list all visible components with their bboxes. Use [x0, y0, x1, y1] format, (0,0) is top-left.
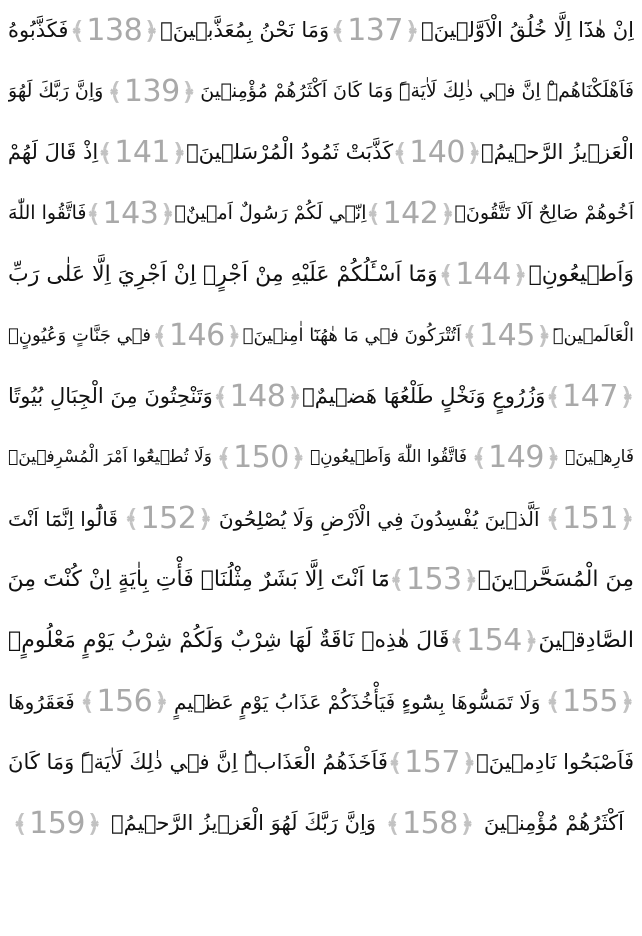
verse-number-marker-156: [80, 683, 169, 719]
verse-text: وَلَا تَمَسُّوهَا بِسُٓوءٍ فَيَأْخُذَكُمْ عَذَابُ يَوْمٍ عَظ۪يمٍ: [173, 689, 541, 714]
verse-number: 158: [402, 805, 458, 841]
verse-text: كَذَّبَتْ ثَمُودُ الْمُرْسَل۪ينَۚ: [186, 140, 394, 164]
verse-number: 146: [168, 317, 225, 353]
text-line-8: [8, 427, 634, 488]
marker-bracket-icon: ﴾: [331, 16, 346, 45]
marker-bracket-icon: ﴾: [546, 382, 561, 411]
verse-text: فَاتَّقُوا اللّٰهَ: [8, 202, 87, 224]
verse-text: الصَّادِق۪ينَ: [538, 627, 634, 653]
verse-number-marker-153: [389, 561, 478, 597]
marker-bracket-icon: ﴿: [440, 199, 455, 228]
verse-number-marker-150: [217, 439, 305, 475]
verse-number: 148: [229, 378, 286, 414]
verse-number-marker-158: [386, 805, 474, 841]
marker-bracket-icon: ﴿: [404, 16, 420, 45]
verse-text: اَخُوهُمْ صَالِحٌ اَلَا تَتَّقُونَۚ: [454, 202, 634, 224]
verse-text: الْعَز۪يزُ الرَّح۪يمُ۟: [481, 140, 634, 164]
verse-text: فَكَذَّبُوهُ: [8, 18, 69, 42]
marker-bracket-icon: ﴾: [98, 138, 113, 167]
verse-number: 138: [86, 12, 143, 48]
verse-text: فَاَخَذَهُمُ الْعَذَابُۜ اِنَّ ف۪ي ذٰلِكَ لَاٰيَةًۜ وَمَا كَانَ: [8, 750, 388, 774]
marker-bracket-icon: ﴿: [226, 321, 241, 350]
text-line-3: [8, 122, 634, 183]
marker-bracket-icon: ﴾: [124, 504, 139, 533]
marker-bracket-icon: ﴿: [290, 443, 305, 472]
marker-bracket-icon: ﴾: [152, 321, 167, 350]
verse-text: اَكْثَرُهُمْ مُؤْمِن۪ينَ: [483, 811, 624, 835]
marker-bracket-icon: ﴾: [386, 809, 401, 838]
verse-text: مَٓا اَنْتَ اِلَّا بَشَرٌ مِثْلُنَاۚ فَأْتِ بِاٰيَةٍ اِنْ كُنْتَ مِنَ: [8, 566, 390, 592]
verse-number-marker-155: [546, 683, 634, 719]
verse-number: 140: [409, 134, 465, 170]
verse-text: فَعَقَرُوهَا: [8, 689, 75, 714]
verse-number-marker-145: [462, 317, 551, 353]
verse-text: اِنّ۪ي لَكُمْ رَسُولٌ اَم۪ينٌۙ: [174, 202, 367, 224]
verse-text: فَاَهْلَكْنَاهُمْۜ اِنَّ ف۪ي ذٰلِكَ لَاٰيَةًۜ وَمَا كَانَ اَكْثَرُهُمْ مُؤْمِن۪ينَ: [200, 80, 634, 102]
verse-number-marker-137: [331, 12, 420, 48]
marker-bracket-icon: ﴿: [512, 260, 528, 289]
verse-number: 149: [488, 439, 544, 475]
marker-bracket-icon: ﴿: [619, 382, 634, 411]
verse-text: وَاَط۪يعُونِۚ: [528, 261, 634, 287]
verse-number-marker-142: [366, 195, 455, 231]
marker-bracket-icon: ﴿: [172, 138, 187, 167]
verse-number-marker-144: [439, 256, 528, 292]
verse-text: الْعَالَم۪ينَۜ: [552, 324, 634, 346]
verse-text: فَاَصْبَحُوا نَادِم۪ينَۙ: [476, 750, 634, 774]
verse-number: 159: [29, 805, 85, 841]
text-line-4: [8, 183, 634, 244]
verse-text: وَاِنَّ رَبَّكَ لَهُوَ الْعَز۪يزُ الرَّح۪يمُ۟: [111, 811, 377, 835]
marker-bracket-icon: ﴾: [439, 260, 454, 289]
verse-text: اَلَّذ۪ينَ يُفْسِدُونَ فِي الْاَرْضِ وَلَا يُصْلِحُونَ: [218, 506, 540, 531]
marker-bracket-icon: ﴾: [213, 382, 228, 411]
verse-text: وَاِنَّ رَبَّكَ لَهُوَ: [8, 80, 104, 102]
marker-bracket-icon: ﴾: [86, 199, 101, 228]
marker-bracket-icon: ﴿: [545, 443, 560, 472]
marker-bracket-icon: ﴾: [450, 626, 465, 655]
text-line-7: [8, 366, 634, 427]
marker-bracket-icon: ﴿: [154, 687, 169, 716]
marker-bracket-icon: ﴾: [546, 504, 561, 533]
verse-number-marker-138: [70, 12, 159, 48]
text-line-14: [8, 793, 634, 854]
verse-text: قَالَ هٰذِه۪ نَاقَةٌ لَهَا شِرْبٌ وَلَكُمْ شِرْبُ يَوْمٍ مَعْلُومٍۚ: [8, 627, 450, 653]
verse-text: وَلَا تُط۪يعُٓوا اَمْرَ الْمُسْرِف۪ينَۙ: [8, 447, 212, 467]
text-line-5: [8, 244, 634, 305]
verse-number: 152: [140, 500, 197, 536]
verse-number: 144: [455, 256, 511, 292]
marker-bracket-icon: ﴿: [144, 16, 159, 45]
verse-number: 157: [404, 744, 460, 780]
marker-bracket-icon: ﴿: [160, 199, 175, 228]
marker-bracket-icon: ﴾: [472, 443, 487, 472]
text-line-6: [8, 305, 634, 366]
verse-text: وَمَا نَحْنُ بِمُعَذَّب۪ينَۚ: [160, 18, 330, 42]
verse-number: 150: [233, 439, 289, 475]
verse-text: وَتَنْحِتُونَ مِنَ الْجِبَالِ بُيُوتًا: [8, 384, 213, 408]
text-line-10: [8, 549, 634, 610]
text-line-11: [8, 610, 634, 671]
marker-bracket-icon: ﴿: [619, 687, 634, 716]
marker-bracket-icon: ﴿: [466, 138, 482, 167]
text-line-13: [8, 732, 634, 793]
verse-number: 151: [562, 500, 618, 536]
verse-number-marker-143: [86, 195, 175, 231]
marker-bracket-icon: ﴾: [217, 443, 232, 472]
verse-text: اَتُتْرَكُونَ ف۪ي مَا هٰهُنَٓا اٰمِن۪ينَۙ: [242, 324, 462, 346]
verse-number: 156: [96, 683, 153, 719]
marker-bracket-icon: ﴾: [13, 809, 28, 838]
verse-number: 154: [466, 622, 522, 658]
marker-bracket-icon: ﴿: [459, 809, 474, 838]
verse-text: ف۪ي جَنَّاتٍ وَعُيُونٍۙ: [8, 324, 152, 346]
text-line-9: [8, 488, 634, 549]
verse-text: مِنَ الْمُسَحَّر۪ينَۚ: [477, 566, 634, 592]
marker-bracket-icon: ﴾: [546, 687, 561, 716]
text-line-12: [8, 671, 634, 732]
verse-number-marker-140: [393, 134, 482, 170]
marker-bracket-icon: ﴿: [461, 748, 476, 777]
verse-number-marker-147: [546, 378, 634, 414]
text-line-2: [8, 61, 634, 122]
verse-number-marker-139: [107, 73, 196, 109]
verse-number-marker-159: [13, 805, 101, 841]
marker-bracket-icon: ﴿: [198, 504, 213, 533]
marker-bracket-icon: ﴾: [107, 77, 122, 106]
verse-number-marker-154: [450, 622, 538, 658]
verse-number-marker-152: [124, 500, 213, 536]
verse-number-marker-146: [152, 317, 241, 353]
marker-bracket-icon: ﴾: [389, 565, 404, 594]
verse-number: 142: [382, 195, 439, 231]
verse-text: وَزُرُوعٍ وَنَخْلٍ طَلْعُهَا هَض۪يمٌۚ: [302, 384, 546, 408]
marker-bracket-icon: ﴾: [393, 138, 408, 167]
marker-bracket-icon: ﴿: [536, 321, 551, 350]
verse-number: 141: [114, 134, 170, 170]
marker-bracket-icon: ﴾: [366, 199, 381, 228]
marker-bracket-icon: ﴾: [462, 321, 478, 350]
verse-number-marker-141: [98, 134, 187, 170]
verse-number: 153: [405, 561, 462, 597]
verse-number-marker-149: [472, 439, 560, 475]
verse-number: 155: [562, 683, 618, 719]
marker-bracket-icon: ﴿: [181, 77, 196, 106]
verse-text: وَمَٓا اَسْـَٔلُكُمْ عَلَيْهِ مِنْ اَجْرٍۚ اِنْ اَجْرِيَ اِلَّا عَلٰى رَبِّ: [8, 261, 438, 287]
marker-bracket-icon: ﴿: [523, 626, 538, 655]
verse-number-marker-157: [388, 744, 476, 780]
marker-bracket-icon: ﴿: [463, 565, 478, 594]
verse-number-marker-148: [213, 378, 302, 414]
verse-text: اِذْ قَالَ لَهُمْ: [8, 140, 99, 164]
marker-bracket-icon: ﴿: [287, 382, 302, 411]
verse-text: قَالُٓوا اِنَّمَٓا اَنْتَ: [8, 506, 118, 531]
marker-bracket-icon: ﴾: [80, 687, 95, 716]
verse-number: 143: [102, 195, 159, 231]
text-line-1: [8, 0, 634, 61]
marker-bracket-icon: ﴿: [619, 504, 634, 533]
marker-bracket-icon: ﴾: [70, 16, 85, 45]
verse-number: 147: [562, 378, 618, 414]
marker-bracket-icon: ﴾: [388, 748, 403, 777]
verse-text: فَارِه۪ينَۚ: [565, 447, 634, 467]
verse-text: اِنْ هٰذَٓا اِلَّا خُلُقُ الْاَوَّل۪ينَۙ: [420, 18, 634, 42]
marker-bracket-icon: ﴿: [86, 809, 101, 838]
verse-number: 137: [347, 12, 403, 48]
verse-number: 145: [479, 317, 535, 353]
verse-number: 139: [123, 73, 180, 109]
verse-number-marker-151: [546, 500, 634, 536]
verse-text: فَاتَّقُوا اللّٰهَ وَاَط۪يعُونِۚ: [309, 447, 468, 467]
